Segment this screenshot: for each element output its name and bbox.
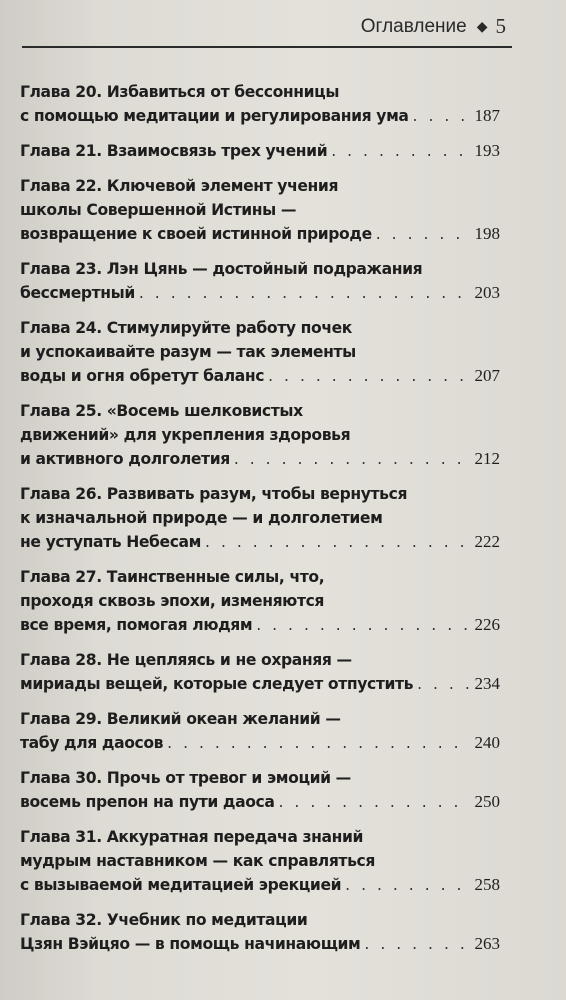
toc-entry-line: табу для даосов bbox=[20, 734, 164, 752]
toc-entry-line: мудрым наставником — как справляться bbox=[20, 852, 375, 870]
toc-entry-line: к изначальной природе — и долголетием bbox=[20, 509, 383, 527]
toc-entry-line: Глава 26. Развивать разум, чтобы вернуться bbox=[20, 485, 408, 503]
table-of-contents bbox=[20, 80, 500, 967]
toc-entry-line: Глава 28. Не цепляясь и не охраняя — bbox=[20, 651, 352, 669]
toc-entry-page: 198 bbox=[474, 224, 500, 243]
dot-leader bbox=[167, 731, 468, 755]
toc-entry-page: 207 bbox=[474, 366, 500, 385]
toc-entry bbox=[20, 482, 500, 554]
toc-entry bbox=[20, 825, 500, 897]
dot-leader bbox=[417, 672, 468, 696]
toc-entry-line: бессмертный bbox=[20, 284, 135, 302]
toc-entry-line: Глава 25. «Восемь шелковистых bbox=[20, 402, 303, 420]
toc-entry-last-line bbox=[20, 281, 500, 305]
page-number: 5 bbox=[495, 14, 506, 38]
toc-entry bbox=[20, 766, 500, 814]
toc-entry bbox=[20, 908, 500, 956]
toc-entry-line: восемь препон на пути даоса bbox=[20, 793, 275, 811]
toc-entry-last-line bbox=[20, 364, 500, 388]
toc-entry bbox=[20, 174, 500, 246]
toc-entry bbox=[20, 565, 500, 637]
toc-entry-line: Глава 22. Ключевой элемент учения bbox=[20, 177, 339, 195]
dot-leader bbox=[139, 281, 469, 305]
dot-leader bbox=[376, 222, 469, 246]
toc-entry-page: 203 bbox=[474, 283, 500, 302]
toc-entry-last-line bbox=[20, 139, 500, 163]
toc-entry bbox=[20, 707, 500, 755]
toc-entry bbox=[20, 648, 500, 696]
dot-leader bbox=[413, 104, 469, 128]
toc-entry-page: 250 bbox=[474, 792, 500, 811]
dot-leader bbox=[279, 790, 469, 814]
toc-entry-line: мириады вещей, которые следует отпустить bbox=[20, 675, 414, 693]
dot-leader bbox=[345, 873, 468, 897]
dot-leader bbox=[331, 139, 468, 163]
toc-entry-line: Глава 29. Великий океан желаний — bbox=[20, 710, 341, 728]
toc-entry-page: 212 bbox=[474, 449, 500, 468]
toc-entry-line: все время, помогая людям bbox=[20, 616, 253, 634]
toc-entry-page: 193 bbox=[474, 141, 500, 160]
toc-entry-page: 234 bbox=[474, 674, 500, 693]
toc-entry-page: 240 bbox=[474, 733, 500, 752]
section-title: Оглавление bbox=[360, 15, 467, 37]
toc-entry-line: и успокаивайте разум — так элементы bbox=[20, 343, 356, 361]
toc-entry bbox=[20, 257, 500, 305]
toc-entry-page: 187 bbox=[474, 106, 500, 125]
toc-entry bbox=[20, 316, 500, 388]
toc-entry-line: Глава 27. Таинственные силы, что, bbox=[20, 568, 325, 586]
toc-entry bbox=[20, 80, 500, 128]
toc-entry-page: 258 bbox=[474, 875, 500, 894]
toc-entry bbox=[20, 399, 500, 471]
toc-entry-page: 263 bbox=[474, 934, 500, 953]
toc-entry-last-line bbox=[20, 447, 500, 471]
running-head bbox=[361, 14, 506, 39]
toc-entry-page: 226 bbox=[474, 615, 500, 634]
toc-entry bbox=[20, 139, 500, 163]
toc-entry-last-line bbox=[20, 731, 500, 755]
dot-leader bbox=[268, 364, 468, 388]
toc-entry-last-line bbox=[20, 790, 500, 814]
toc-entry-line: с вызываемой медитацией эрекцией bbox=[20, 876, 342, 894]
toc-entry-last-line bbox=[20, 530, 500, 554]
toc-entry-line: возвращение к своей истинной природе bbox=[20, 225, 372, 243]
toc-entry-line: школы Совершенной Истины — bbox=[20, 201, 297, 219]
dot-leader bbox=[256, 613, 468, 637]
toc-entry-line: движений» для укрепления здоровья bbox=[20, 426, 351, 444]
dot-leader bbox=[364, 932, 468, 956]
toc-entry-last-line bbox=[20, 104, 500, 128]
toc-entry-line: проходя сквозь эпохи, изменяются bbox=[20, 592, 325, 610]
toc-entry-line: с помощью медитации и регулирования ума bbox=[20, 107, 409, 125]
toc-entry-line: Глава 30. Прочь от тревог и эмоций — bbox=[20, 769, 351, 787]
dot-leader bbox=[234, 447, 469, 471]
toc-entry-line: воды и огня обретут баланс bbox=[20, 367, 265, 385]
toc-entry-line: Глава 20. Избавиться от бессонницы bbox=[20, 83, 340, 101]
toc-entry-last-line bbox=[20, 672, 500, 696]
toc-entry-line: Глава 24. Стимулируйте работу почек bbox=[20, 319, 352, 337]
toc-entry-last-line bbox=[20, 222, 500, 246]
header-rule bbox=[22, 46, 512, 48]
toc-entry-line: Глава 32. Учебник по медитации bbox=[20, 911, 308, 929]
diamond-icon: ◆ bbox=[476, 18, 488, 34]
toc-entry-last-line bbox=[20, 873, 500, 897]
dot-leader bbox=[205, 530, 468, 554]
toc-entry-line: Глава 23. Лэн Цянь — достойный подражания bbox=[20, 260, 423, 278]
toc-entry-last-line bbox=[20, 613, 500, 637]
toc-entry-last-line bbox=[20, 932, 500, 956]
toc-entry-page: 222 bbox=[474, 532, 500, 551]
toc-entry-line: и активного долголетия bbox=[20, 450, 230, 468]
toc-entry-line: Цзян Вэйцяо — в помощь начинающим bbox=[20, 935, 361, 953]
toc-entry-line: не уступать Небесам bbox=[20, 533, 202, 551]
toc-entry-line: Глава 21. Взаимосвязь трех учений bbox=[20, 142, 328, 160]
toc-entry-line: Глава 31. Аккуратная передача знаний bbox=[20, 828, 364, 846]
